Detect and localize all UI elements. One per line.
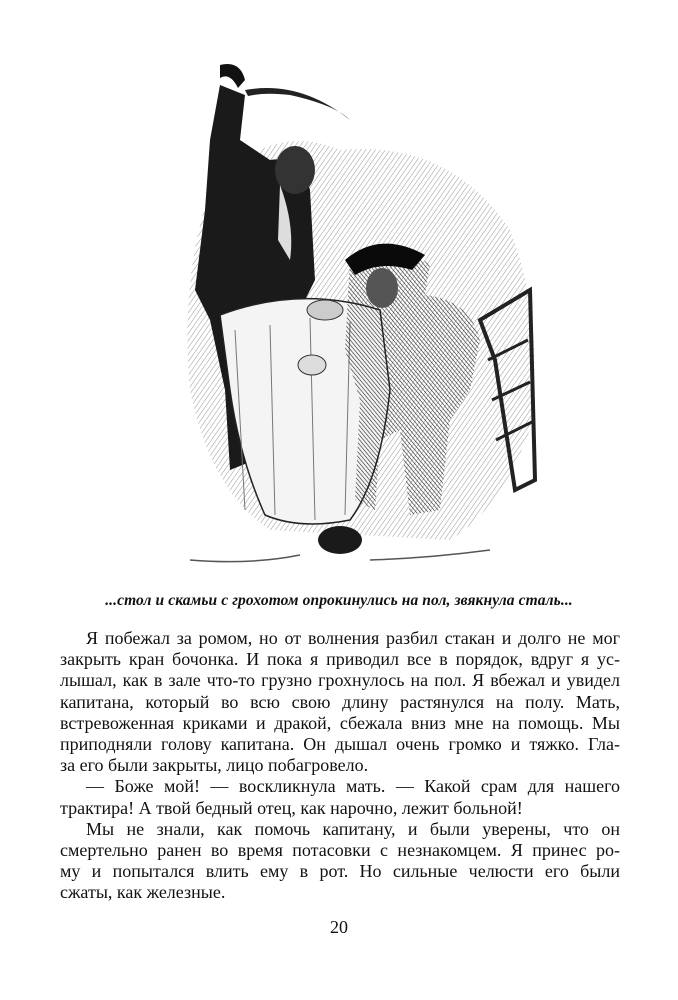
engraving-illustration	[150, 60, 550, 580]
fallen-hat	[318, 526, 362, 554]
body-text	[60, 628, 620, 904]
illustration-caption: ...стол и скамьи с грохотом опрокинулись на пол, звякнула сталь...	[105, 592, 573, 609]
text-line: за его были закрыты, лицо побагровело.	[60, 755, 369, 776]
text-line: лышал, как в зале что-то грузно грохнулось на пол. Я вбежал и увидел	[60, 670, 620, 691]
text-line: сжаты, как железные.	[60, 882, 226, 903]
text-line: му и попытался влить ему в рот. Но сильные челюсти его были	[60, 861, 620, 882]
text-line: — Боже мой! — воскликнула мать. — Какой срам для нашего	[86, 776, 620, 797]
text-line: закрыть кран бочонка. И пока я приводил все в порядок, вдруг я ус-	[60, 649, 620, 670]
text-line: капитана, который во всю свою длину растянулся на полу. Мать,	[60, 691, 620, 712]
page-number: 20	[330, 917, 348, 937]
text-line: Мы не знали, как помочь капитану, и были уверены, что он	[86, 818, 620, 839]
paragraph	[60, 776, 620, 818]
paragraph	[60, 628, 620, 776]
text-line: приподняли голову капитана. Он дышал очень громко и тяжко. Гла-	[60, 734, 620, 755]
text-line: смертельно ранен во время потасовки с незнакомцем. Я принес ро-	[60, 840, 620, 861]
text-line: трактира! А твой бедный отец, как нарочно, лежит больной!	[60, 797, 523, 818]
sabre	[245, 88, 350, 120]
paragraph	[60, 819, 620, 904]
text-line: встревоженная криками и дракой, сбежала вниз мне на помощь. Мы	[60, 712, 620, 733]
text-line: Я побежал за ромом, но от волнения разбил стакан и долго не мог	[86, 628, 620, 648]
